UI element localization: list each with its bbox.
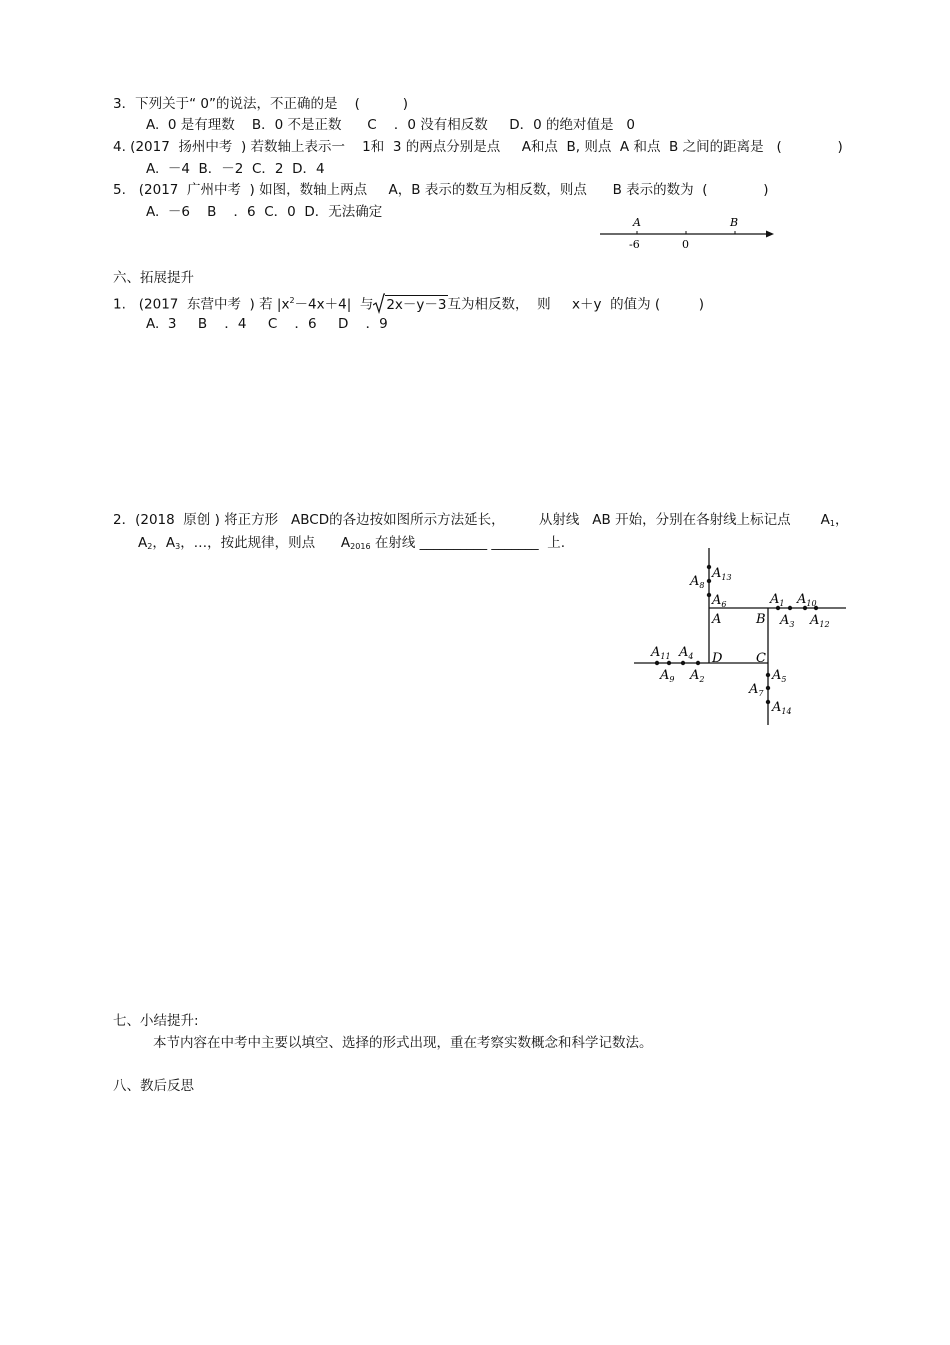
label-a1: $A_1$	[770, 592, 785, 608]
label-a12: $A_{12}$	[810, 613, 830, 629]
corner-a: A	[712, 612, 722, 627]
question-3-text: 3．下列关于“ 0”的说法，不正确的是 ( )	[113, 96, 409, 112]
tick-label-neg6: -6	[629, 238, 640, 251]
dot-a6	[707, 593, 711, 597]
problem-2-rule: ，…，按此规律，则点 A	[180, 535, 351, 551]
problem-2-line-1	[113, 511, 848, 533]
label-a11: $A_{11}$	[651, 645, 671, 661]
number-line-arrow-icon	[766, 231, 774, 238]
dot-a13	[707, 565, 711, 569]
label-a9: $A_9$	[660, 668, 675, 684]
question-5-stem	[113, 181, 769, 199]
answer-blank[interactable]: __________ _______	[419, 535, 539, 551]
problem-2-end: 上.	[538, 535, 566, 551]
dot-a8	[707, 579, 711, 583]
question-5-options	[146, 203, 382, 221]
label-a2: $A_2$	[690, 668, 705, 684]
dot-a14	[766, 700, 770, 704]
problem-1-exponent: 2	[289, 296, 295, 305]
problem-2-a2: A	[138, 535, 148, 551]
label-a8: $A_8$	[690, 574, 705, 590]
label-a13: $A_{13}$	[712, 566, 732, 582]
problem-2-text-1-end: ，	[834, 512, 849, 528]
label-a14: $A_{14}$	[772, 700, 792, 716]
problem-1-mid: －4x＋4| 与	[294, 296, 374, 313]
dot-a7	[766, 686, 770, 690]
problem-2-sub-1: 1	[829, 519, 835, 528]
problem-2-sub-2016: 2016	[350, 542, 371, 551]
section-6-title: 六、拓展提升	[113, 270, 194, 286]
question-5-text: 5. (2017 广州中考 ) 如图，数轴上两点 A，B 表示的数互为相反数，则点 B 表示的数为 ( )	[113, 182, 769, 198]
problem-1-suffix: 互为相反数， 则 x＋y 的值为 ( )	[447, 296, 705, 313]
dot-a4	[681, 661, 685, 665]
question-3-options-text: A. 0 是有理数 B．0 不是正数 C ．0 没有相反数 D．0 的绝对值是 0	[146, 117, 635, 133]
problem-2-sub-3: 3	[175, 542, 181, 551]
dot-a9	[667, 661, 671, 665]
problem-2-text-1: 2．(2018 原创 ) 将正方形 ABCD的各边按如图所示方法延长， 从射线 AB 开始，分别在各射线上标记点 A	[113, 512, 830, 528]
sqrt-radicand: 2x－y－3	[386, 296, 447, 313]
tick-label-zero: 0	[682, 238, 689, 251]
question-4-options	[146, 160, 325, 178]
problem-2-line-2	[138, 534, 565, 556]
question-5-options-text: A. －6 B ．6 C．0 D．无法确定	[146, 204, 383, 220]
question-4-text: 4. (2017 扬州中考 ) 若数轴上表示一 1和 3 的两点分别是点 A和点 B, 则点 A 和点 B 之间的距离是 ( )	[113, 139, 843, 155]
label-a6: $A_6$	[712, 593, 727, 609]
question-4-options-text: A. －4 B．－2 C．2 D．4	[146, 161, 325, 177]
label-a: A	[633, 216, 641, 229]
sqrt-expression	[373, 295, 447, 314]
section-7-title: 七、小结提升:	[113, 1013, 199, 1029]
problem-2-a3: ，A	[152, 535, 176, 551]
problem-2-on-ray: 在射线	[370, 535, 420, 551]
label-a4: $A_4$	[679, 645, 694, 661]
points	[655, 565, 818, 704]
corner-d: D	[712, 651, 723, 666]
section-8-title: 八、教后反思	[113, 1078, 194, 1094]
label-b: B	[730, 216, 739, 229]
number-line-figure	[596, 212, 781, 252]
corner-c: C	[756, 651, 766, 666]
label-a3: $A_3$	[780, 613, 795, 629]
label-a7: $A_7$	[749, 682, 764, 698]
square-rays-figure	[630, 545, 850, 730]
question-4-stem	[113, 138, 843, 156]
dot-a2	[696, 661, 700, 665]
problem-1-options-text: A. 3 B ．4 C ．6 D ．9	[146, 316, 388, 332]
problem-1-prefix: 1. (2017 东营中考 ) 若 |x	[113, 296, 290, 313]
label-a5: $A_5$	[772, 668, 787, 684]
sqrt-icon	[373, 293, 385, 315]
problem-1-stem	[113, 292, 704, 314]
question-3-stem	[113, 95, 408, 113]
label-a10: $A_{10}$	[797, 592, 817, 608]
corner-b: B	[756, 612, 766, 627]
dot-a11	[655, 661, 659, 665]
question-3-options	[146, 116, 635, 134]
dot-a1	[788, 606, 792, 610]
section-7-body: 本节内容在中考中主要以填空、选择的形式出现，重在考察实数概念和科学记数法。	[153, 1035, 653, 1051]
problem-2-sub-2: 2	[147, 542, 153, 551]
dot-a5	[766, 673, 770, 677]
problem-1-options	[146, 315, 388, 333]
